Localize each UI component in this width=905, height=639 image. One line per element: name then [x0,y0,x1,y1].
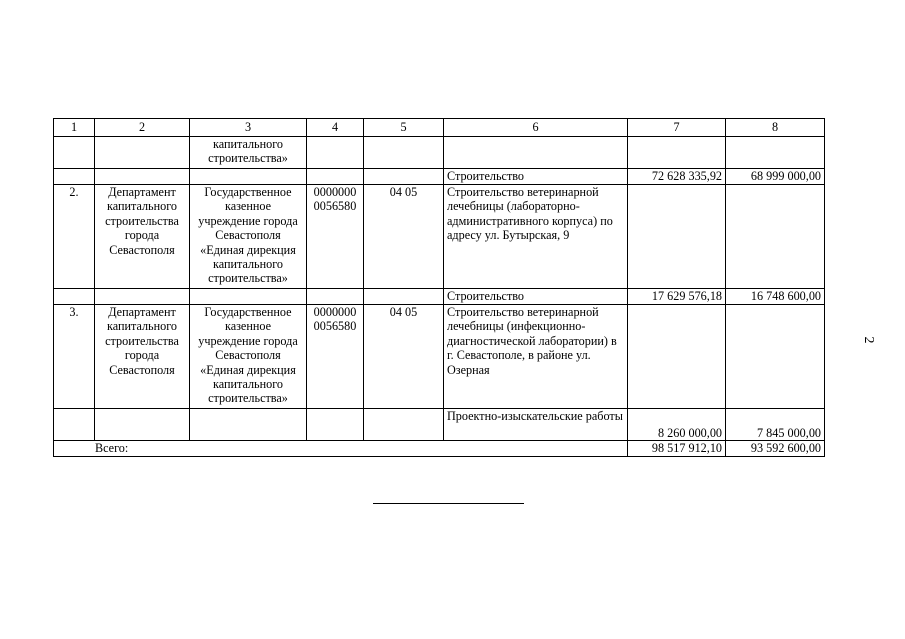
row-number-cell: 2. [54,185,95,289]
value-2020-cell: 16 748 600,00 [726,289,825,305]
total-2020-cell: 93 592 600,00 [726,441,825,457]
table-row [54,169,825,185]
header-cell: 6 [444,119,628,137]
header-cell: 1 [54,119,95,137]
section-cell: 04 05 [364,305,444,409]
total-2019-cell: 98 517 912,10 [628,441,726,457]
closing-rule [373,503,524,504]
header-row [54,119,825,137]
header-cell: 2 [95,119,190,137]
department-cell: Департамент капитального строительства города Севастополя [95,305,190,409]
header-cell: 7 [628,119,726,137]
code-cell: 0000000 0056580 [307,185,364,289]
customer-cell: капитального строительства» [190,137,307,169]
table-row [54,409,825,441]
value-2019-cell: 8 260 000,00 [628,409,726,441]
row-number-cell: 3. [54,305,95,409]
value-2020-cell: 68 999 000,00 [726,169,825,185]
page-number: 2 [861,336,876,344]
value-2019-cell: 72 628 335,92 [628,169,726,185]
header-cell: 5 [364,119,444,137]
value-2019-cell: 17 629 576,18 [628,289,726,305]
stage-cell: Проектно-изыскательские работы [444,409,628,441]
total-label: Всего: [54,441,628,457]
code-cell: 0000000 0056580 [307,305,364,409]
customer-cell: Государственное казенное учреждение города Севастополя «Единая дирекция капитального строительства» [190,305,307,409]
section-cell: 04 05 [364,185,444,289]
total-row [54,441,825,457]
table-row [54,185,825,289]
value-2020-cell: 7 845 000,00 [726,409,825,441]
table-row [54,137,825,169]
header-cell: 8 [726,119,825,137]
department-cell: Департамент капитального строительства города Севастополя [95,185,190,289]
stage-cell: Строительство [444,169,628,185]
customer-cell: Государственное казенное учреждение города Севастополя «Единая дирекция капитального строительства» [190,185,307,289]
object-cell: Строительство ветеринарной лечебницы (инфекционно-диагностической лаборатории) в г. Севастополе, в районе ул. Озерная [444,305,628,409]
object-cell: Строительство ветеринарной лечебницы (лабораторно-административного корпуса) по адресу ул. Бутырская, 9 [444,185,628,289]
header-cell: 3 [190,119,307,137]
budget-table [53,118,825,457]
table-row [54,305,825,409]
header-cell: 4 [307,119,364,137]
table-row [54,289,825,305]
stage-cell: Строительство [444,289,628,305]
